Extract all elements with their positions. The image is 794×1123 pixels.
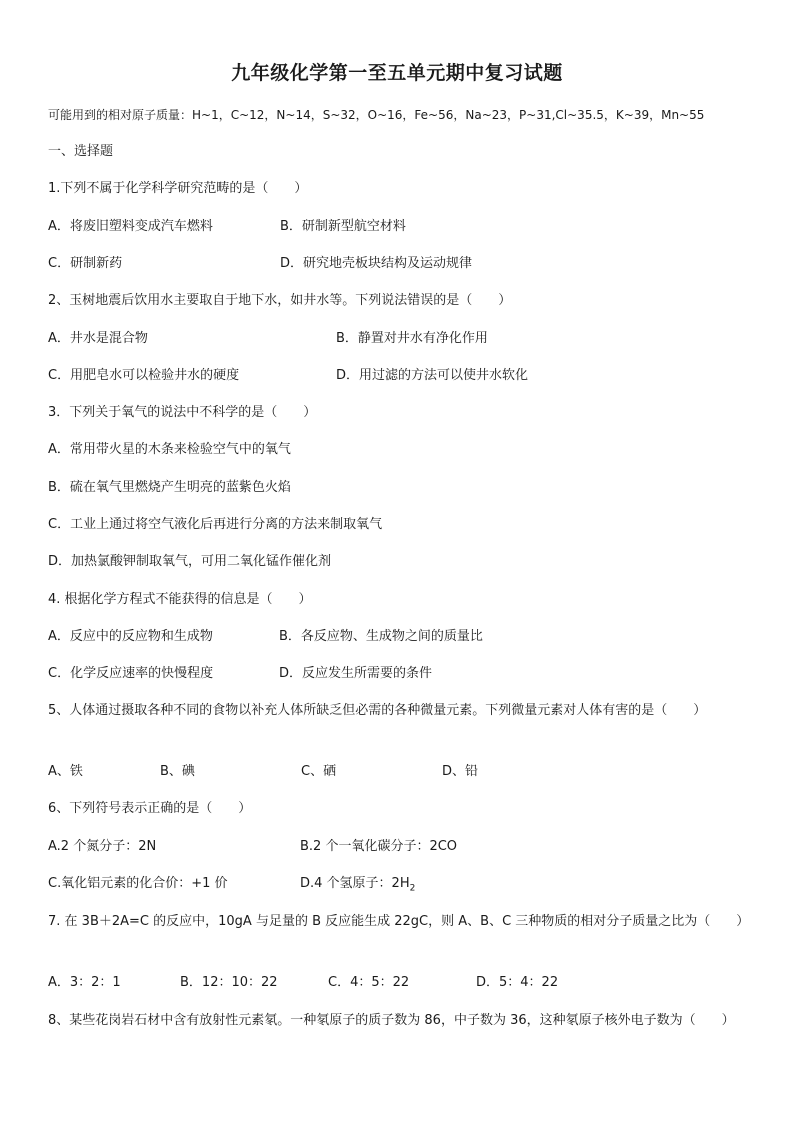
option-b: B．12：10：22 bbox=[180, 975, 278, 990]
option-c: C.氧化铝元素的化合价：+1 价 bbox=[48, 876, 228, 891]
option-a: A、铁 bbox=[48, 764, 83, 779]
option-a: A．将废旧塑料变成汽车燃料 bbox=[48, 219, 213, 234]
option-c: C、硒 bbox=[301, 764, 337, 779]
option-b: B．各反应物、生成物之间的质量比 bbox=[279, 629, 483, 644]
option-a: A．井水是混合物 bbox=[48, 331, 148, 346]
question-4-stem: 4. 根据化学方程式不能获得的信息是（ ） bbox=[48, 592, 312, 607]
option-d: D．用过滤的方法可以使井水软化 bbox=[336, 368, 529, 383]
option-d: D．反应发生所需要的条件 bbox=[279, 666, 433, 681]
option-a: A．3：2：1 bbox=[48, 975, 121, 990]
option-c: C．用肥皂水可以检验井水的硬度 bbox=[48, 368, 240, 383]
option-a: A．反应中的反应物和生成物 bbox=[48, 629, 213, 644]
option-d-text: D.4 个氢原子：2H bbox=[300, 876, 410, 891]
option-b: B、碘 bbox=[160, 764, 195, 779]
question-8-stem: 8、某些花岗岩石材中含有放射性元素氡。一种氡原子的质子数为 86，中子数为 36，这种氡原子核外电子数为（ ） bbox=[48, 1013, 735, 1028]
option-a: A.2 个氮分子：2N bbox=[48, 839, 157, 854]
option-d: D．5：4：22 bbox=[476, 975, 559, 990]
page-title: 九年级化学第一至五单元期中复习试题 bbox=[231, 62, 563, 84]
option-b: B．静置对井水有净化作用 bbox=[336, 331, 488, 346]
subscript: 2 bbox=[409, 883, 416, 894]
atomic-masses-note: 可能用到的相对原子质量：H~1，C~12，N~14，S~32，O~16，Fe~56，Na~23，P~31,Cl~35.5，K~39，Mn~55 bbox=[48, 108, 705, 122]
option-d: D、铅 bbox=[442, 764, 479, 779]
question-1-stem: 1.下列不属于化学科学研究范畴的是（ ） bbox=[48, 181, 308, 196]
option-d: D．研究地壳板块结构及运动规律 bbox=[280, 256, 473, 271]
question-3-option-d: D．加热氯酸钾制取氧气，可用二氧化锰作催化剂 bbox=[48, 554, 332, 569]
question-3-option-c: C．工业上通过将空气液化后再进行分离的方法来制取氧气 bbox=[48, 517, 383, 532]
option-c: C．化学反应速率的快慢程度 bbox=[48, 666, 214, 681]
question-3-stem: 3．下列关于氧气的说法中不科学的是（ ） bbox=[48, 405, 317, 420]
section-heading: 一、选择题 bbox=[48, 144, 114, 159]
question-6-stem: 6、下列符号表示正确的是（ ） bbox=[48, 801, 252, 816]
option-d bbox=[300, 872, 415, 901]
question-3-option-a: A．常用带火星的木条来检验空气中的氧气 bbox=[48, 442, 291, 457]
option-c: C．研制新药 bbox=[48, 256, 123, 271]
option-b: B．研制新型航空材料 bbox=[280, 219, 406, 234]
question-2-stem: 2、玉树地震后饮用水主要取自于地下水，如井水等。下列说法错误的是（ ） bbox=[48, 293, 512, 308]
question-7-stem: 7. 在 3B＋2A=C 的反应中，10gA 与足量的 B 反应能生成 22gC，则 A、B、C 三种物质的相对分子质量之比为（ ） bbox=[48, 914, 750, 929]
option-c: C．4：5：22 bbox=[328, 975, 410, 990]
question-5-stem: 5、人体通过摄取各种不同的食物以补充人体所缺乏但必需的各种微量元素。下列微量元素对人体有害的是（ ） bbox=[48, 703, 707, 718]
question-3-option-b: B．硫在氧气里燃烧产生明亮的蓝紫色火焰 bbox=[48, 480, 291, 495]
option-b: B.2 个一氧化碳分子：2CO bbox=[300, 839, 458, 854]
